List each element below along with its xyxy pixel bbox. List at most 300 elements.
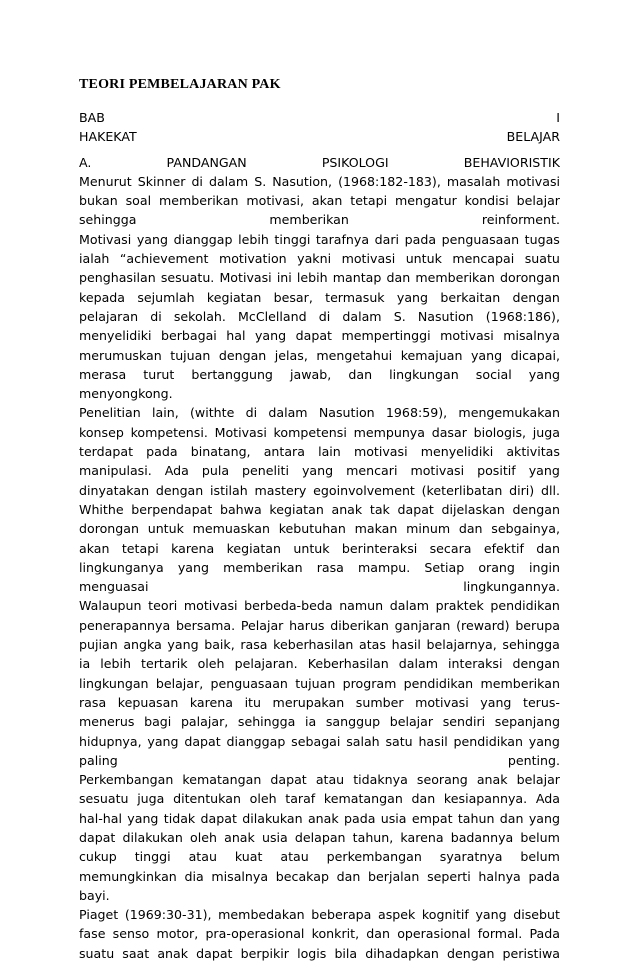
text-line — [79, 108, 560, 127]
text-line — [79, 616, 560, 635]
text-line — [79, 789, 560, 808]
word: minum — [406, 521, 451, 537]
word: untuk — [293, 540, 330, 556]
word: Setiap — [424, 559, 465, 575]
word: dia — [184, 868, 204, 884]
word: bayi. — [79, 887, 110, 903]
word: motivasi — [341, 251, 396, 267]
word: karena — [400, 829, 444, 845]
word: Ada — [164, 463, 189, 479]
word: hal — [226, 328, 246, 344]
word: “achievement — [119, 251, 209, 267]
word: pelajaran — [79, 308, 139, 324]
word: berinteraksi — [341, 540, 418, 556]
word: untuk — [147, 521, 184, 537]
word: ditentukan — [173, 791, 241, 807]
word: pendidikan — [490, 598, 560, 614]
text-line — [79, 654, 560, 673]
word: seorang — [416, 772, 468, 788]
word: penghasilan — [79, 270, 156, 286]
word: yang — [301, 463, 334, 479]
word: sendiri — [442, 714, 486, 730]
word: istilah — [210, 482, 248, 498]
word: sehingga — [502, 637, 560, 653]
word: hidupnya, — [79, 733, 142, 749]
word: sekolah. — [173, 308, 226, 324]
word: yang — [177, 559, 209, 575]
word: yang — [528, 366, 560, 382]
word: mengetahui — [316, 347, 393, 363]
text-line — [79, 809, 560, 828]
word: (1968:186), — [485, 308, 560, 324]
word: sejumlah — [137, 289, 195, 305]
word: rasa — [316, 559, 344, 575]
word: ialah — [79, 251, 110, 267]
word: merumuskan — [79, 347, 162, 363]
text-line — [79, 172, 560, 191]
text-line — [79, 127, 560, 146]
word: S. — [393, 308, 406, 324]
word: memberikan — [415, 270, 495, 286]
word: (keterlibatan — [421, 482, 503, 498]
word: motivasi — [353, 444, 408, 460]
word: dianggap — [226, 733, 286, 749]
word: Nasution — [417, 308, 474, 324]
document-title: TEORI PEMBELAJARAN PAK — [79, 77, 281, 92]
word: lebih — [238, 231, 269, 247]
word: itu — [244, 694, 261, 710]
text-line — [79, 635, 560, 654]
text-line — [79, 346, 560, 365]
word: anak — [307, 810, 339, 826]
word: paling — [79, 752, 118, 768]
word: oleh — [190, 829, 217, 845]
word: BELAJAR — [506, 129, 560, 145]
word: dorongan — [79, 521, 139, 537]
word: becakap — [275, 868, 329, 884]
word: tugas — [524, 231, 560, 247]
word: reinforment. — [481, 212, 560, 228]
word: kesiapannya. — [443, 791, 528, 807]
word: aspek — [377, 907, 416, 923]
word: namun — [339, 598, 384, 614]
word: suatu — [79, 945, 115, 961]
word: anak — [157, 945, 189, 961]
word: juga — [137, 791, 165, 807]
word: biologis, — [473, 424, 527, 440]
word: dalam — [389, 598, 429, 614]
word: lingkunganya — [79, 559, 164, 575]
word: memuaskan — [192, 521, 270, 537]
word: Ada — [535, 791, 560, 807]
word: Motivasi — [219, 270, 272, 286]
word: disebut — [513, 907, 560, 923]
word: ingin — [529, 559, 560, 575]
word: yang — [254, 328, 287, 344]
word: ia — [79, 656, 91, 672]
word: dasar — [431, 424, 467, 440]
word: BEHAVIORISTIK — [463, 154, 560, 170]
word: bagi — [144, 714, 172, 730]
word: terus- — [523, 694, 560, 710]
text-line — [79, 268, 560, 287]
word: Whithe — [79, 501, 124, 517]
word: (1969:30-31), — [124, 907, 212, 923]
word: belajarnya, — [426, 637, 497, 653]
word: berupa — [515, 617, 560, 633]
word: mencari — [346, 463, 398, 479]
word: tertarik — [141, 656, 188, 672]
word: menyongkong. — [79, 386, 173, 402]
word: A. — [79, 154, 92, 170]
word: sepanjang — [494, 714, 560, 730]
word: dianggap — [173, 231, 233, 247]
word: jelas, — [274, 347, 308, 363]
word: taraf — [285, 791, 316, 807]
text-line — [79, 191, 560, 210]
word: dicapai, — [510, 347, 560, 363]
text-line — [79, 924, 560, 943]
word: sumber — [355, 694, 404, 710]
word: dan — [536, 540, 560, 556]
text-line — [79, 596, 560, 615]
word: BAB — [79, 110, 105, 125]
word: dengan — [512, 289, 560, 305]
word: masalah — [446, 173, 501, 189]
word: senso — [112, 926, 150, 942]
word: pujian — [79, 637, 118, 653]
word: dihadapkan — [365, 945, 439, 961]
word: badannya — [450, 829, 514, 845]
word: belajar, — [155, 675, 204, 691]
word: diberikan — [330, 617, 389, 633]
word: yang — [470, 347, 503, 363]
word: tahun, — [352, 829, 394, 845]
word: karena — [189, 694, 233, 710]
word: tidak — [163, 810, 196, 826]
word: anak — [331, 501, 363, 517]
word: tarafnya — [315, 231, 370, 247]
word: motivasi, — [246, 193, 304, 209]
document-body — [79, 108, 560, 963]
word: dan — [366, 926, 390, 942]
word: motivasi — [183, 598, 238, 614]
word: motivation — [218, 251, 287, 267]
word: dorongan — [499, 270, 560, 286]
word: PSIKOLOGI — [321, 154, 389, 170]
word: atau — [280, 849, 309, 865]
word: program — [342, 675, 397, 691]
word: pada — [344, 810, 376, 826]
word: memberikan — [158, 193, 239, 209]
word: kegiatan — [226, 540, 282, 556]
word: yang — [127, 810, 159, 826]
word: yang — [147, 733, 179, 749]
word: konkrit, — [311, 926, 360, 942]
word: pada — [404, 231, 437, 247]
word: memungkinkan — [79, 868, 177, 884]
word: motivasi — [410, 463, 465, 479]
word: karena — [171, 540, 215, 556]
word: lebih — [100, 656, 131, 672]
word: berpendapat — [131, 501, 213, 517]
word: di — [191, 173, 203, 189]
word: tinggi — [134, 849, 171, 865]
word: menguasai — [79, 579, 149, 595]
word: dalam — [342, 308, 382, 324]
text-line — [79, 751, 560, 770]
word: jawab, — [290, 366, 332, 382]
word: sebgainya, — [491, 521, 560, 537]
text-line — [79, 461, 560, 480]
word: dapat — [79, 829, 116, 845]
word: dalam — [398, 656, 438, 672]
word: makan — [354, 521, 398, 537]
word: praktek — [435, 598, 484, 614]
word: tinggi — [274, 231, 311, 247]
word: pra-operasional — [205, 926, 305, 942]
word: oleh — [197, 656, 225, 672]
text-line — [79, 210, 560, 229]
word: bahwa — [219, 501, 262, 517]
word: motivasi — [506, 173, 560, 189]
word: pada — [146, 444, 178, 460]
word: belajar — [389, 714, 434, 730]
word: kepada — [79, 289, 126, 305]
word: ia — [305, 714, 317, 730]
word: sehingga — [237, 714, 296, 730]
word: dalam — [208, 173, 249, 189]
word: pada — [528, 868, 560, 884]
word: berjalan — [368, 868, 420, 884]
word: kematangan — [182, 772, 262, 788]
word: motivasi — [440, 328, 494, 344]
word: tujuan — [170, 347, 211, 363]
word: dll. — [540, 482, 560, 498]
word: Nasution — [318, 405, 375, 421]
word: soal — [125, 193, 152, 209]
word: kompetensi — [273, 424, 347, 440]
word: Piaget — [79, 907, 119, 923]
text-line — [79, 770, 560, 789]
word: merupakan — [272, 694, 345, 710]
word: kompetensi. — [130, 424, 208, 440]
word: sehingga — [79, 212, 137, 228]
word: tidaknya — [353, 772, 408, 788]
text-line — [79, 674, 560, 693]
word: atau — [315, 772, 345, 788]
word: Penelitian — [79, 405, 141, 421]
word: Perkembangan — [79, 772, 174, 788]
word: sesuatu. — [160, 270, 215, 286]
text-line — [79, 577, 560, 596]
text-line — [79, 539, 560, 558]
word: mencapai — [452, 251, 515, 267]
word: mastery — [254, 482, 307, 498]
word: yang — [136, 231, 168, 247]
word: berbeda-beda — [244, 598, 333, 614]
word: motor, — [156, 926, 199, 942]
word: memberikan — [269, 212, 349, 228]
word: termasuk — [325, 289, 385, 305]
word: anak — [224, 829, 255, 845]
word: bersama. — [175, 617, 236, 633]
word: mempunya — [353, 424, 425, 440]
word: membedakan — [218, 907, 305, 923]
word: yang — [528, 733, 560, 749]
word: dan — [458, 521, 483, 537]
text-line — [79, 481, 560, 500]
word: usia — [380, 810, 407, 826]
word: penguasaan — [441, 231, 520, 247]
word: empat — [411, 810, 453, 826]
word: bila — [334, 945, 358, 961]
word: besar, — [273, 289, 313, 305]
word: lain — [318, 444, 341, 460]
word: mempertinggi — [341, 328, 431, 344]
word: kondisi — [464, 193, 509, 209]
text-line — [79, 403, 560, 422]
word: dijelaskan — [441, 501, 505, 517]
word: dan — [336, 868, 361, 884]
word: yang — [528, 463, 560, 479]
word: tujuan — [295, 675, 336, 691]
word: Walaupun — [79, 598, 142, 614]
word: dan — [411, 791, 436, 807]
word: efektif — [483, 540, 524, 556]
text-line — [79, 519, 560, 538]
text-line — [79, 307, 560, 326]
word: kepuasan — [117, 694, 179, 710]
word: (withte — [190, 405, 235, 421]
word: dan — [499, 810, 524, 826]
word: mengatur — [394, 193, 457, 209]
word: ini — [276, 270, 292, 286]
word: keberhasilan — [273, 637, 354, 653]
word: positif — [477, 463, 516, 479]
word: angka — [123, 637, 162, 653]
word: secara — [429, 540, 472, 556]
word: sanggup — [325, 714, 381, 730]
word: dengan — [155, 482, 204, 498]
word: kebutuhan — [278, 521, 346, 537]
word: cukup — [79, 849, 117, 865]
word: terdapat — [79, 444, 134, 460]
word: kegiatan — [206, 289, 262, 305]
word: egoinvolvement — [313, 482, 415, 498]
word: lingkungan — [79, 675, 149, 691]
word: motivasi — [415, 694, 469, 710]
text-line — [79, 693, 560, 712]
word: kematangan — [323, 791, 403, 807]
word: antara — [263, 444, 305, 460]
word: dapat — [397, 501, 434, 517]
text-line — [79, 153, 560, 172]
word: Skinner — [137, 173, 186, 189]
word: palajar, — [180, 714, 229, 730]
word: lain, — [152, 405, 179, 421]
text-line — [79, 886, 560, 905]
text-line — [79, 423, 560, 442]
word: teori — [148, 598, 178, 614]
text-line — [79, 558, 560, 577]
text-line — [79, 288, 560, 307]
word: (1968:182-183), — [338, 173, 441, 189]
word: dalam — [268, 405, 308, 421]
word: orang — [478, 559, 515, 575]
word: hal-hal — [79, 810, 122, 826]
word: peristiwa — [502, 945, 560, 961]
word: berpikir — [240, 945, 289, 961]
word: formal. — [477, 926, 523, 942]
word: yang — [475, 907, 507, 923]
word: penting. — [507, 752, 560, 768]
text-line — [79, 249, 560, 268]
word: menyelidiki — [420, 444, 494, 460]
word: dapat — [200, 810, 237, 826]
word: sesuatu — [79, 791, 129, 807]
word: lingkungan — [389, 366, 459, 382]
word: pula — [201, 463, 230, 479]
word: rasa — [240, 637, 268, 653]
word: pendidikan — [403, 675, 474, 691]
word: akan — [79, 540, 110, 556]
word: harus — [289, 617, 325, 633]
word: fase — [79, 926, 106, 942]
word: saat — [122, 945, 150, 961]
word: suatu — [524, 251, 560, 267]
word: dengan — [512, 656, 560, 672]
word: di — [245, 405, 258, 421]
text-line — [79, 732, 560, 751]
word: bukan — [79, 193, 118, 209]
word: lebih — [296, 270, 328, 286]
word: kognitif — [421, 907, 469, 923]
word: dan — [348, 366, 373, 382]
word: aktivitas — [506, 444, 560, 460]
word: binatang, — [190, 444, 251, 460]
word: ganjaran — [394, 617, 451, 633]
word: Keberhasilan — [307, 656, 389, 672]
word: hasil — [391, 637, 421, 653]
word: yang — [528, 810, 560, 826]
word: anak — [476, 772, 508, 788]
word: dinyatakan — [79, 482, 150, 498]
word: Motivasi — [214, 424, 267, 440]
word: operasional — [397, 926, 471, 942]
word: pelajaran. — [234, 656, 298, 672]
word: turut — [143, 366, 175, 382]
word: Motivasi — [79, 231, 132, 247]
word: tak — [369, 501, 390, 517]
word: di — [150, 308, 162, 324]
word: yakni — [297, 251, 332, 267]
word: pendidikan — [453, 733, 523, 749]
word: mantap — [332, 270, 382, 286]
word: berbagai — [160, 328, 217, 344]
word: S. — [254, 173, 267, 189]
word: kemajuan — [400, 347, 463, 363]
word: belajar — [516, 772, 560, 788]
text-line — [79, 828, 560, 847]
word: tetapi — [350, 193, 388, 209]
word: oleh — [249, 791, 277, 807]
word: perkembangan — [326, 849, 422, 865]
word: Pada — [529, 926, 560, 942]
word: yang — [396, 289, 429, 305]
word: dapat — [196, 945, 233, 961]
word: peneliti — [242, 463, 289, 479]
